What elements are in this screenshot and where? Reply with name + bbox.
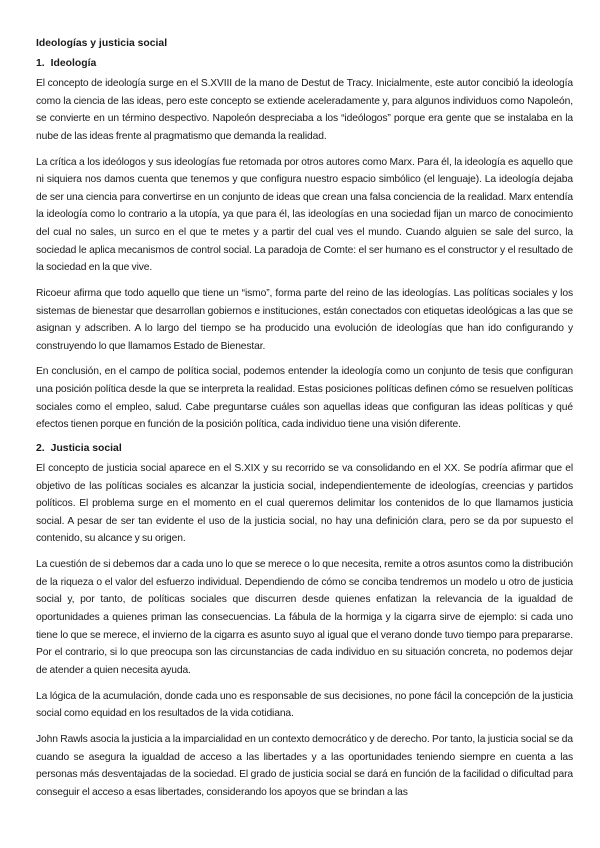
paragraph: La crítica a los ideólogos y sus ideologías fue retomada por otros autores como Marx. Para él, la ideología es aquello que ni siquiera nos damos cuenta que tenemos y que configura nuestro espacio simbólico (el lenguaje). La ideología dejaba de ser una ciencia para convertirse en un conjunto de ideas que crean una falsa conciencia de la realidad. Marx entendía la ideología como lo contrario a la utopía, ya que para él, las ideologías en una sociedad fijan un marco de conocimiento del cual no sales, un surco en el que te metes y a partir del cual ves el mundo. Cuando alguien se sale del surco, la sociedad le aplica mecanismos de control social. La paradoja de Comte: el ser humano es el constructor y el resultado de la sociedad en la que vive. bbox=[36, 156, 573, 274]
document-page bbox=[36, 37, 573, 809]
section-title: Justicia social bbox=[50, 443, 122, 455]
paragraph: John Rawls asocia la justicia a la imparcialidad en un contexto democrático y de derecho. Por tanto, la justicia social se da cuando se asegura la igualdad de acceso a las libertades y a las oportunidades teniendo siempre en cuenta a las personas más desventajadas de la sociedad. El grado de justicia social se dará en función de la facilidad o dificultad para conseguir el acceso a esas libertades, considerando los apoyos que se brindan a las bbox=[36, 733, 573, 798]
section-number: 1. bbox=[36, 58, 45, 69]
section-title: Ideología bbox=[50, 58, 97, 69]
paragraph: El concepto de justicia social aparece en el S.XIX y su recorrido se va consolidando en el XX. Se podría afirmar que el objetivo de las políticas sociales es alcanzar la justicia social, independientemente de ideologías, creencias y partidos políticos. El problema surge en el momento en el cual queremos delimitar los contenidos de lo que llamamos justicia social. A pesar de ser tan evidente el uso de la justicia social, no hay una definición clara, pero se da por supuesto el contenido, su alcance y su origen. bbox=[36, 463, 573, 545]
document-title: Ideologías y justicia social bbox=[36, 38, 168, 49]
paragraph: En conclusión, en el campo de política social, podemos entender la ideología como un conjunto de tesis que configuran una posición política desde la que se interpreta la realidad. Estas posiciones políticas definen cómo se resuelven políticas sociales como el empleo, salud. Cabe preguntarse cuáles son aquellas ideas que configuran las ideas políticas y qué efectos tienen porque en función de la posición política, cada individuo tiene una visión diferente. bbox=[36, 366, 573, 431]
section-number: 2. bbox=[36, 443, 45, 455]
section-heading bbox=[36, 442, 573, 456]
section-ideologia bbox=[36, 57, 573, 434]
paragraph: El concepto de ideología surge en el S.XVIII de la mano de Destut de Tracy. Inicialmente, este autor concibió la ideología como la ciencia de las ideas, pero este concepto se extiende aceleradamente y, para algunos individuos como Napoleón, se convierte en un término despectivo. Napoleón despreciaba a los “ideólogos” porque era gente que se instalaba en la nube de las ideas frente al pragmatismo que demanda la realidad. bbox=[36, 78, 573, 142]
section-justicia-social bbox=[36, 442, 573, 801]
paragraph: Ricoeur afirma que todo aquello que tiene un “ismo”, forma parte del reino de las ideologías. Las políticas sociales y los sistemas de bienestar que desarrollan gobiernos e instituciones, están conectados con etiquetas ideológicas a las que se asignan y adscriben. A lo largo del tiempo se ha producido una evolución de ideologías que han ido configurando y construyendo lo que llamamos Estado de Bienestar. bbox=[36, 287, 573, 352]
paragraph: La cuestión de si debemos dar a cada uno lo que se merece o lo que necesita, remite a otros asuntos como la distribución de la riqueza o el valor del esfuerzo individual. Dependiendo de cómo se conciba tendremos un modelo u otro de justicia social y, por tanto, de políticas sociales que discurren desde quienes enfatizan la relevancia de la igualdad de oportunidades a quienes priman las consecuencias. La fábula de la hormiga y la cigarra sirve de ejemplo: si cada uno tiene lo que se merece, el invierno de la cigarra es asunto suyo al igual que el verano donde tuvo tiempo para prepararse. Por el contrario, si lo que preocupa son las circunstancias de cada individuo en su situación concreta, no podemos dejar de atender a quien necesita ayuda. bbox=[36, 559, 573, 676]
paragraph: La lógica de la acumulación, donde cada uno es responsable de sus decisiones, no pone fácil la concepción de la justicia social como equidad en los resultados de la vida cotidiana. bbox=[36, 690, 573, 720]
section-heading bbox=[36, 57, 573, 71]
